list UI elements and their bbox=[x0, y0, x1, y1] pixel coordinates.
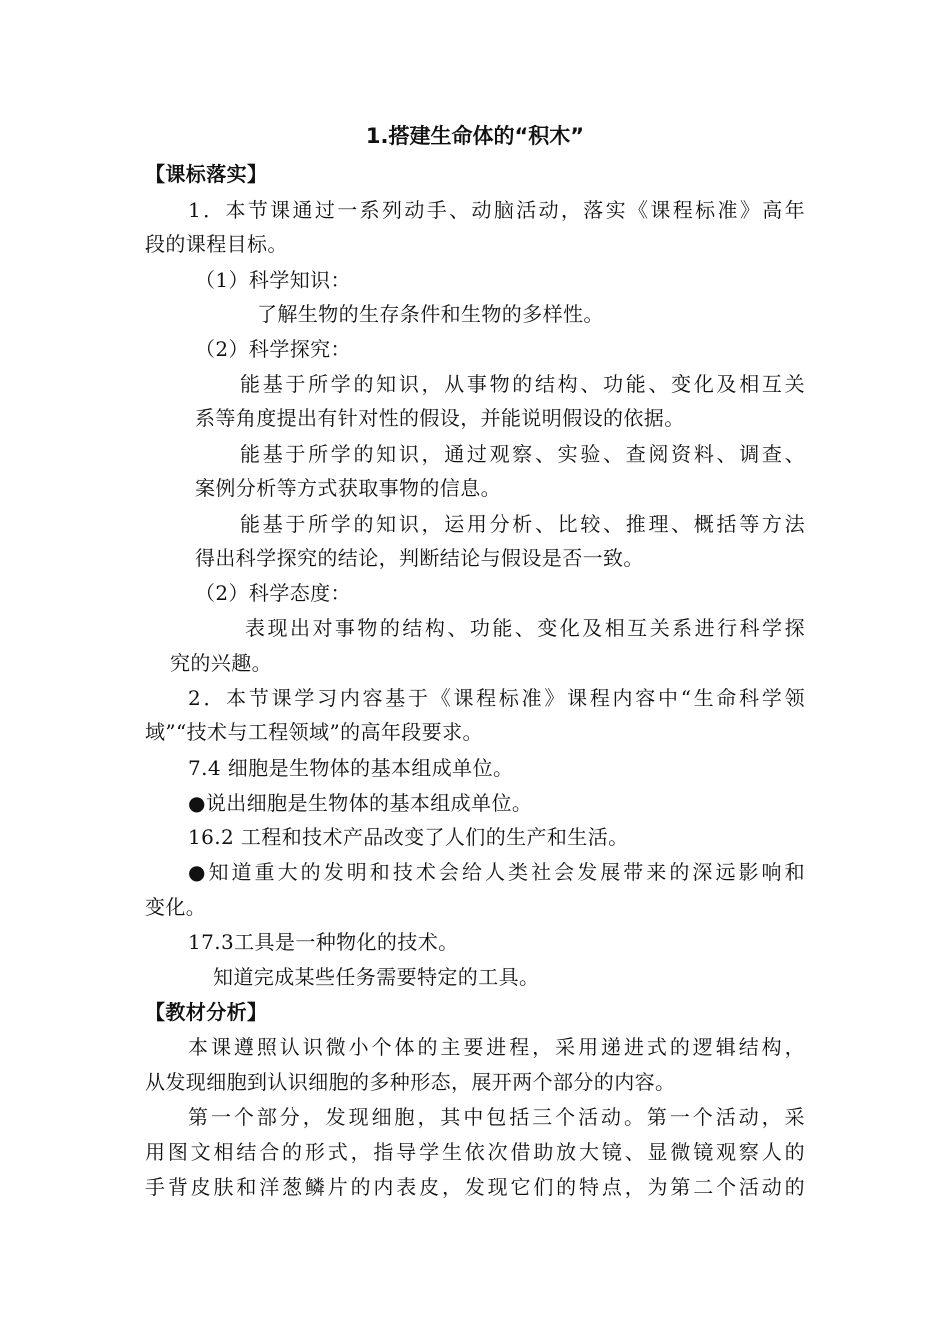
section-heading-curriculum: 【课标落实】 bbox=[145, 162, 268, 186]
paragraph-line: 1．本节课通过一系列动手、动脑活动，落实《课程标准》高年 bbox=[188, 198, 805, 222]
paragraph-line: 能基于所学的知识，运用分析、比较、推理、概括等方法 bbox=[240, 512, 805, 536]
bullet-item: ●知道重大的发明和技术会给人类社会发展带来的深远影响和 bbox=[188, 860, 805, 884]
paragraph-line: 知道完成某些任务需要特定的工具。 bbox=[213, 965, 540, 989]
paragraph-line: 段的课程目标。 bbox=[145, 232, 288, 256]
subheading-inquiry: （2）科学探究： bbox=[195, 337, 351, 361]
subheading-attitude: （2）科学态度： bbox=[195, 581, 351, 605]
paragraph-line: 究的兴趣。 bbox=[170, 651, 272, 675]
paragraph-line: 得出科学探究的结论，判断结论与假设是否一致。 bbox=[195, 546, 644, 570]
standard-item: 7.4 细胞是生物体的基本组成单位。 bbox=[188, 756, 514, 780]
paragraph-line: 变化。 bbox=[145, 895, 207, 919]
paragraph-line: 了解生物的生存条件和生物的多样性。 bbox=[257, 302, 604, 326]
paragraph-line: 本课遵照认识微小个体的主要进程，采用递进式的逻辑结构， bbox=[188, 1035, 805, 1059]
paragraph-line: 2．本节课学习内容基于《课程标准》课程内容中“生命科学领 bbox=[188, 686, 805, 710]
paragraph-line: 能基于所学的知识，通过观察、实验、查阅资料、调查、 bbox=[240, 442, 805, 466]
standard-item: 16.2 工程和技术产品改变了人们的生产和生活。 bbox=[188, 825, 629, 849]
paragraph-line: 从发现细胞到认识细胞的多种形态，展开两个部分的内容。 bbox=[145, 1070, 676, 1094]
paragraph-line: 域”“技术与工程领域”的高年段要求。 bbox=[145, 720, 483, 744]
paragraph-line: 用图文相结合的形式，指导学生依次借助放大镜、显微镜观察人的 bbox=[145, 1140, 805, 1164]
paragraph-line: 手背皮肤和洋葱鳞片的内表皮，发现它们的特点，为第二个活动的 bbox=[145, 1175, 805, 1199]
paragraph-line: 第一个部分，发现细胞，其中包括三个活动。第一个活动，采 bbox=[188, 1105, 805, 1129]
bullet-item: ●说出细胞是生物体的基本组成单位。 bbox=[188, 791, 533, 815]
paragraph-line: 系等角度提出有针对性的假设，并能说明假设的依据。 bbox=[195, 406, 685, 430]
paragraph-line: 能基于所学的知识，从事物的结构、功能、变化及相互关 bbox=[240, 372, 805, 396]
subheading-knowledge: （1）科学知识： bbox=[195, 268, 351, 292]
document-title: 1.搭建生命体的“积木” bbox=[365, 124, 585, 148]
paragraph-line: 案例分析等方式获取事物的信息。 bbox=[195, 476, 501, 500]
standard-item: 17.3工具是一种物化的技术。 bbox=[188, 930, 459, 954]
section-heading-textbook: 【教材分析】 bbox=[145, 1000, 268, 1024]
paragraph-line: 表现出对事物的结构、功能、变化及相互关系进行科学探 bbox=[245, 616, 805, 640]
